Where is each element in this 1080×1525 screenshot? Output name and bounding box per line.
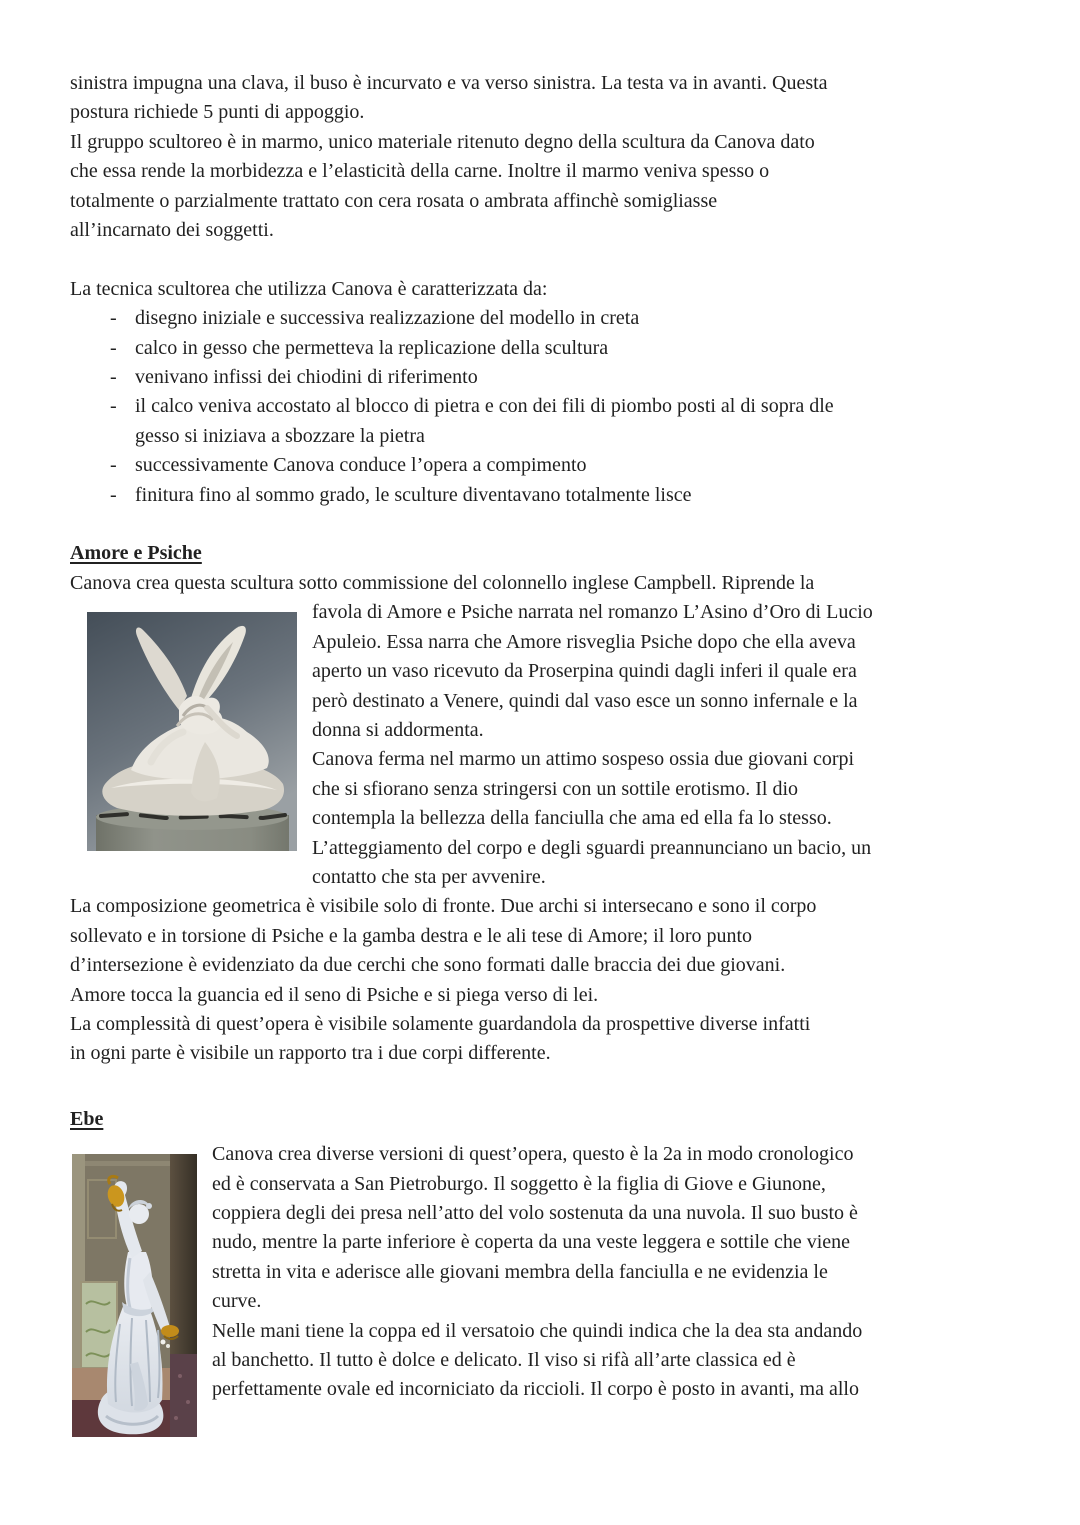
technique-intro-line: La tecnica scultorea che utilizza Canova è caratterizzata da: <box>70 277 548 300</box>
bullet-dash: - <box>110 336 117 359</box>
text-line: Nelle mani tiene la coppa ed il versatoio che quindi indica che la dea sta andando <box>212 1319 863 1342</box>
text-line: perfettamente ovale ed incorniciato da riccioli. Il corpo è posto in avanti, ma allo <box>212 1378 859 1401</box>
text-line: coppiera degli dei presa nell’atto del volo sostenuta da una nuvola. Il suo busto è <box>212 1202 858 1224</box>
text-line: aperto un vaso ricevuto da Proserpina quindi dagli inferi il quale era <box>312 660 857 683</box>
text-line: Canova crea diverse versioni di quest’opera, questo è la 2a in modo cronologico <box>212 1143 854 1166</box>
text-line: donna si addormenta. <box>312 718 484 741</box>
text-line: però destinato a Venere, quindi dal vaso esce un sonno infernale e la <box>312 689 858 712</box>
text-line: postura richiede 5 punti di appoggio. <box>70 101 365 124</box>
ebe-photo <box>72 1154 197 1437</box>
amore-e-psiche-photo-graphic <box>87 612 297 851</box>
text-line: il calco veniva accostato al blocco di pietra e con dei fili di piombo posti al di sopra dle <box>135 395 834 418</box>
text-line: sollevato e in torsione di Psiche e la gamba destra e le ali tese di Amore; il loro punto <box>70 924 753 947</box>
list-item-text <box>135 451 1010 480</box>
text-line: venivano infissi dei chiodini di riferimento <box>135 366 478 389</box>
text-line: gesso si iniziava a sbozzare la pietra <box>135 424 425 447</box>
section-heading-ebe: Ebe <box>70 1107 104 1130</box>
blank-line <box>70 1069 1010 1105</box>
text-line: contempla la bellezza della fanciulla che ama ed ella fa lo stesso. <box>312 807 832 830</box>
list-item <box>70 363 1010 392</box>
list-item-text <box>135 481 1010 510</box>
bullet-dash: - <box>110 454 117 477</box>
ebe-wrapped-text <box>212 1140 1010 1405</box>
list-item-text <box>135 392 1010 451</box>
text-line: successivamente Canova conduce l’opera a compimento <box>135 454 587 477</box>
text-line: favola di Amore e Psiche narrata nel romanzo L’Asino d’Oro di Lucio <box>312 601 873 624</box>
blank-line <box>70 510 1010 539</box>
text-line: che essa rende la morbidezza e l’elasticità della carne. Inoltre il marmo veniva spesso o <box>70 160 770 183</box>
text-line: stretta in vita e aderisce alle giovani membra della fanciulla e ne evidenzia le <box>212 1260 828 1283</box>
text-line: L’atteggiamento del corpo e degli sguardi preannunciano un bacio, un <box>312 836 872 859</box>
text-line: La composizione geometrica è visibile solo di fronte. Due archi si intersecano e sono il corpo <box>70 895 817 918</box>
text-line: d’intersezione è evidenziato da due cerchi che sono formati dalle braccia dei due giovani. <box>70 954 786 977</box>
list-item <box>70 304 1010 333</box>
paragraph-composition <box>70 892 1010 1010</box>
text-line: in ogni parte è visibile un rapporto tra i due corpi differente. <box>70 1042 551 1065</box>
bullet-dash: - <box>110 307 117 330</box>
text-line: ed è conservata a San Pietroburgo. Il soggetto è la figlia di Giove e Giunone, <box>212 1172 826 1195</box>
list-item <box>70 481 1010 510</box>
text-line: Apuleio. Essa narra che Amore risveglia Psiche dopo che ella aveva <box>312 630 856 653</box>
text-line: Amore tocca la guancia ed il seno di Psiche e si piega verso di lei. <box>70 983 599 1006</box>
list-item-text <box>135 304 1010 333</box>
list-item <box>70 392 1010 451</box>
text-line: totalmente o parzialmente trattato con cera rosata o ambrata affinchè somigliasse <box>70 189 718 212</box>
list-item <box>70 334 1010 363</box>
amore-e-psiche-photo <box>87 612 297 851</box>
list-item <box>70 451 1010 480</box>
text-line: nudo, mentre la parte inferiore è coperta da una veste leggera e sottile che viene <box>212 1231 851 1254</box>
text-line: finitura fino al sommo grado, le sculture diventavano totalmente lisce <box>135 483 692 506</box>
section-heading-amore-e-psiche: Amore e Psiche <box>70 542 202 565</box>
amore-lead-line: Canova crea questa scultura sotto commissione del colonnello inglese Campbell. Riprende la <box>70 571 815 594</box>
text-line: calco in gesso che permetteva la replicazione della scultura <box>135 336 609 359</box>
bullet-dash: - <box>110 483 117 506</box>
text-line: al banchetto. Il tutto è dolce e delicato. Il viso si rifà all’arte classica ed è <box>212 1349 796 1372</box>
paragraph-intro <box>70 69 1010 128</box>
paragraph-marble <box>70 128 1010 246</box>
text-line: La complessità di quest’opera è visibile solamente guardandola da prospettive diverse infatti <box>70 1012 811 1035</box>
text-line: sinistra impugna una clava, il buso è incurvato e va verso sinistra. La testa va in avanti. Questa <box>70 72 828 94</box>
text-line: Canova ferma nel marmo un attimo sospeso ossia due giovani corpi <box>312 748 855 771</box>
text-line: che si sfiorano senza stringersi con un sottile erotismo. Il dio <box>312 777 799 800</box>
bullet-dash: - <box>110 366 117 389</box>
text-line: disegno iniziale e successiva realizzazione del modello in creta <box>135 307 640 330</box>
blank-line <box>70 245 1010 274</box>
text-line: all’incarnato dei soggetti. <box>70 219 274 242</box>
bullet-dash: - <box>110 395 117 418</box>
amore-wrapped-text <box>312 598 1010 892</box>
paragraph-complexity <box>70 1010 1010 1069</box>
amore-media-row <box>70 598 1010 892</box>
technique-list <box>70 304 1010 510</box>
ebe-media-row <box>70 1140 1010 1437</box>
text-line: curve. <box>212 1290 262 1313</box>
list-item-text <box>135 334 1010 363</box>
list-item-text <box>135 363 1010 392</box>
ebe-photo-graphic <box>72 1154 197 1437</box>
text-line: Il gruppo scultoreo è in marmo, unico materiale ritenuto degno della scultura da Canova dato <box>70 130 815 153</box>
text-line: contatto che sta per avvenire. <box>312 865 546 888</box>
